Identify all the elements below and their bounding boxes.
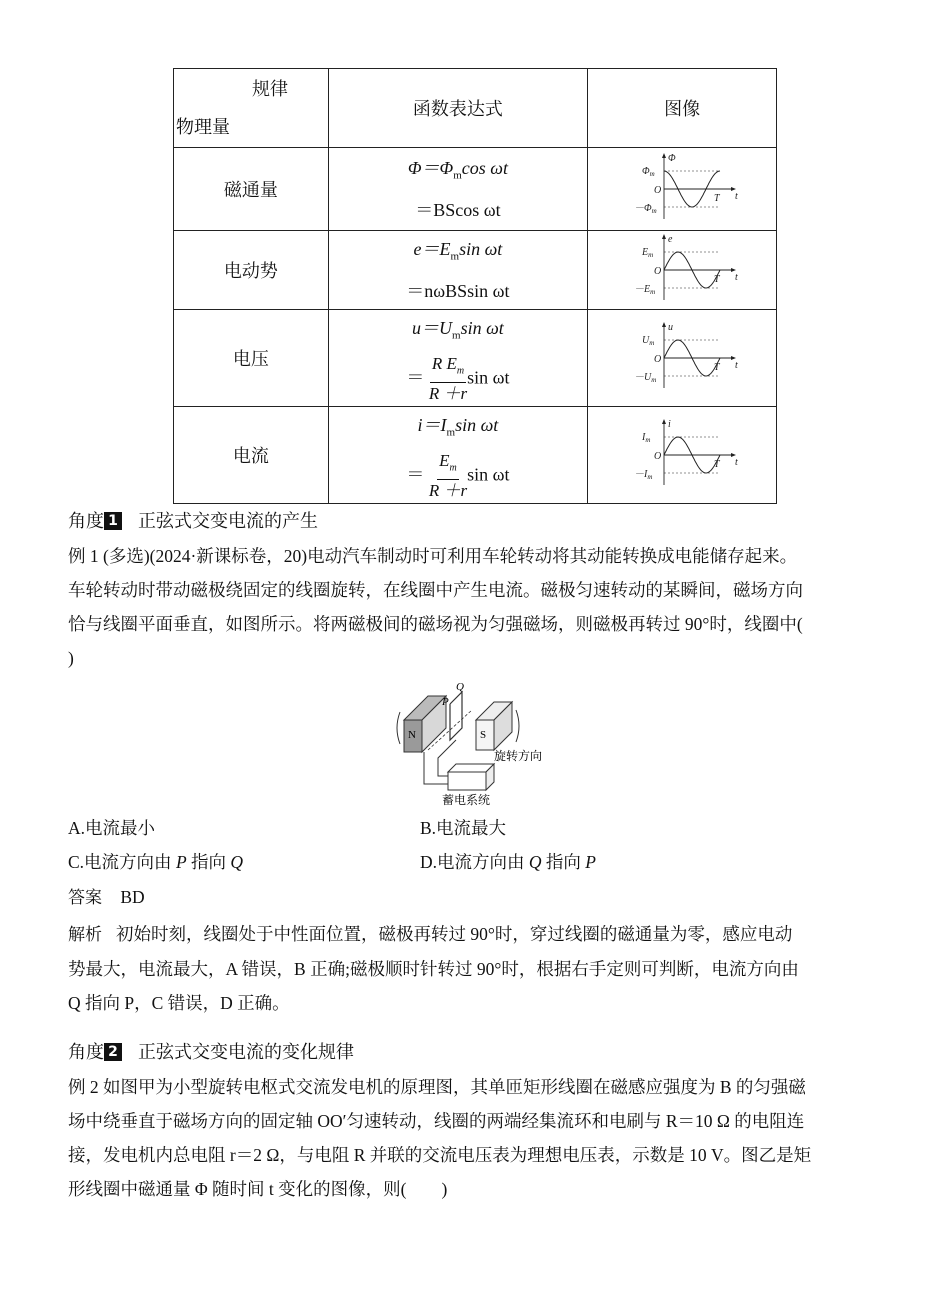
formula-line: $u=U_m\sin$ ωt [412, 318, 504, 342]
wire [424, 752, 448, 784]
analysis: 解析 初始时刻，线圈处于中性面位置，磁极再转过 90°时，穿过线圈的磁通量为零，感应电动 势最大，电流最大，A 错误，B 正确;磁极顺时针转过 90°时，根据右手定则可判断，电流方向由 Q 指向 P，C 错误，D 正确。 [68, 924, 799, 1013]
period-label: T [714, 192, 720, 204]
storage-box-face [448, 772, 486, 790]
x-axis-label: t [735, 359, 738, 371]
header-law: 规律 [252, 79, 288, 100]
formula-line: $e=E_m\sin$ ωt [413, 239, 503, 263]
formula-line: $\Phi=\Phi_m\cos$ ωt [407, 158, 508, 182]
formula-line: ＝ $\frac{R E_m}{R +r}$ sin ωt [406, 353, 510, 403]
angle2-heading: 角度 2 正弦式交变电流的变化规律 [68, 1042, 354, 1063]
min-value-label: $-U_m$ [634, 371, 657, 384]
header-quantity: 物理量 [176, 117, 230, 138]
min-value-label: $-\Phi_m$ [634, 202, 657, 215]
graph-cell [588, 310, 777, 407]
angle1-heading: 角度 1 正弦式交变电流的产生 [68, 511, 318, 532]
header-graph: 图像 [588, 69, 777, 148]
period-label: T [714, 458, 720, 470]
rotate-label: 旋转方向 [494, 749, 543, 763]
fraction: $\frac{R E_m}{R +r}$ [428, 353, 468, 403]
origin-label: O [654, 353, 662, 365]
angle-number-badge: 2 [104, 1043, 122, 1061]
q-label: Q [456, 681, 464, 693]
origin-label: O [654, 450, 662, 462]
y-axis-arrow [662, 234, 666, 239]
row-name: 磁通量 [174, 148, 329, 231]
y-axis-label: u [668, 321, 674, 333]
option-b[interactable]: B.电流最大 [420, 818, 507, 838]
header-diagonal-cell [174, 69, 329, 148]
rotation-arrow-left [397, 712, 400, 744]
voltage-sin-graph [622, 320, 742, 392]
rotation-arrow-right [516, 710, 519, 742]
formula-line: ＝BScos ωt [415, 199, 501, 220]
graph-cell [588, 148, 777, 231]
generator-figure [390, 680, 570, 810]
example1-stem: 例 1 (多选)(2024·新课标卷，20)电动汽车制动时可利用车轮转动将其动能转换成电能储存起来。 车轮转动时带动磁极绕固定的线圈旋转，在线圈中产生电流。磁极匀速转动的某瞬间，磁场方向 恰与线圈平面垂直，如图所示。将两磁极间的磁场视为匀强磁场，则磁极再转过 90°时，线圈中( ) [68, 546, 803, 668]
coil [450, 692, 462, 740]
x-axis-label: t [735, 456, 738, 468]
row-name: 电流 [174, 407, 329, 504]
origin-label: O [654, 184, 662, 196]
storage-label: 蓄电系统 [442, 793, 491, 807]
answer-label: 答案 [68, 888, 102, 908]
max-value-label: $E_m$ [642, 246, 654, 259]
formula-cell [328, 310, 588, 407]
option-a[interactable]: A.电流最小 [68, 818, 156, 838]
y-axis-arrow [662, 153, 666, 158]
formula-line: ＝nωBSsin ωt [406, 280, 510, 301]
x-axis-label: t [735, 190, 738, 202]
p-label: P [442, 696, 449, 708]
header-expression: 函数表达式 [328, 69, 588, 148]
answer-value: BD [120, 887, 145, 907]
emf-sin-graph [622, 232, 742, 304]
n-label: N [408, 729, 416, 741]
min-value-label: $-I_m$ [634, 468, 653, 481]
formula-cell [328, 231, 588, 310]
angle1-title: 正弦式交变电流的产生 [138, 511, 318, 532]
row-name: 电压 [174, 310, 329, 407]
y-axis-arrow [662, 419, 666, 424]
fraction: $\frac{E_m}{R +r}$ [428, 450, 468, 500]
graph-cell [588, 231, 777, 310]
max-value-label: $\Phi_m$ [642, 165, 655, 178]
flux-cos-graph [622, 151, 742, 223]
min-value-label: $-E_m$ [634, 283, 656, 296]
y-axis-label: Φ [668, 152, 676, 164]
angle-number-badge: 1 [104, 512, 122, 530]
x-axis-label: t [735, 271, 738, 283]
origin-label: O [654, 265, 662, 277]
max-value-label: $I_m$ [642, 431, 651, 444]
angle2-title: 正弦式交变电流的变化规律 [138, 1042, 354, 1063]
max-value-label: $U_m$ [642, 334, 655, 347]
analysis-label: 解析 [68, 925, 102, 945]
formula-cell [328, 148, 588, 231]
period-label: T [714, 361, 720, 373]
current-sin-graph [622, 417, 742, 489]
formula-cell [328, 407, 588, 504]
answer-line [68, 880, 145, 915]
formula-line: $i=I_m\sin$ ωt [417, 415, 499, 439]
row-name: 电动势 [174, 231, 329, 310]
y-axis-label: e [668, 233, 673, 245]
y-axis-label: i [668, 418, 671, 430]
formula-line: ＝ $\frac{E_m}{R +r}$ sin ωt [406, 450, 510, 500]
s-label: S [480, 729, 487, 741]
period-label: T [714, 273, 720, 285]
option-d[interactable]: D.电流方向由 Q 指向 P [420, 852, 596, 872]
option-c[interactable]: C.电流方向由 P 指向 Q [68, 852, 244, 872]
y-axis-arrow [662, 322, 666, 327]
example2-stem: 例 2 如图甲为小型旋转电枢式交流发电机的原理图，其单匝矩形线圈在磁感应强度为 B 的匀强磁 场中绕垂直于磁场方向的固定轴 OO′匀速转动，线圈的两端经集流环和电刷与 R＝10 Ω 的电阻连 接，发电机内总电阻 r＝2 Ω，与电阻 R 并联的交流电压表为理想电压表，示数是 10 V。图乙是矩 形线圈中磁通量 Φ 随时间 t 变化的图像，则( ) [68, 1077, 812, 1199]
graph-cell [588, 407, 777, 504]
formula-table [173, 68, 777, 504]
